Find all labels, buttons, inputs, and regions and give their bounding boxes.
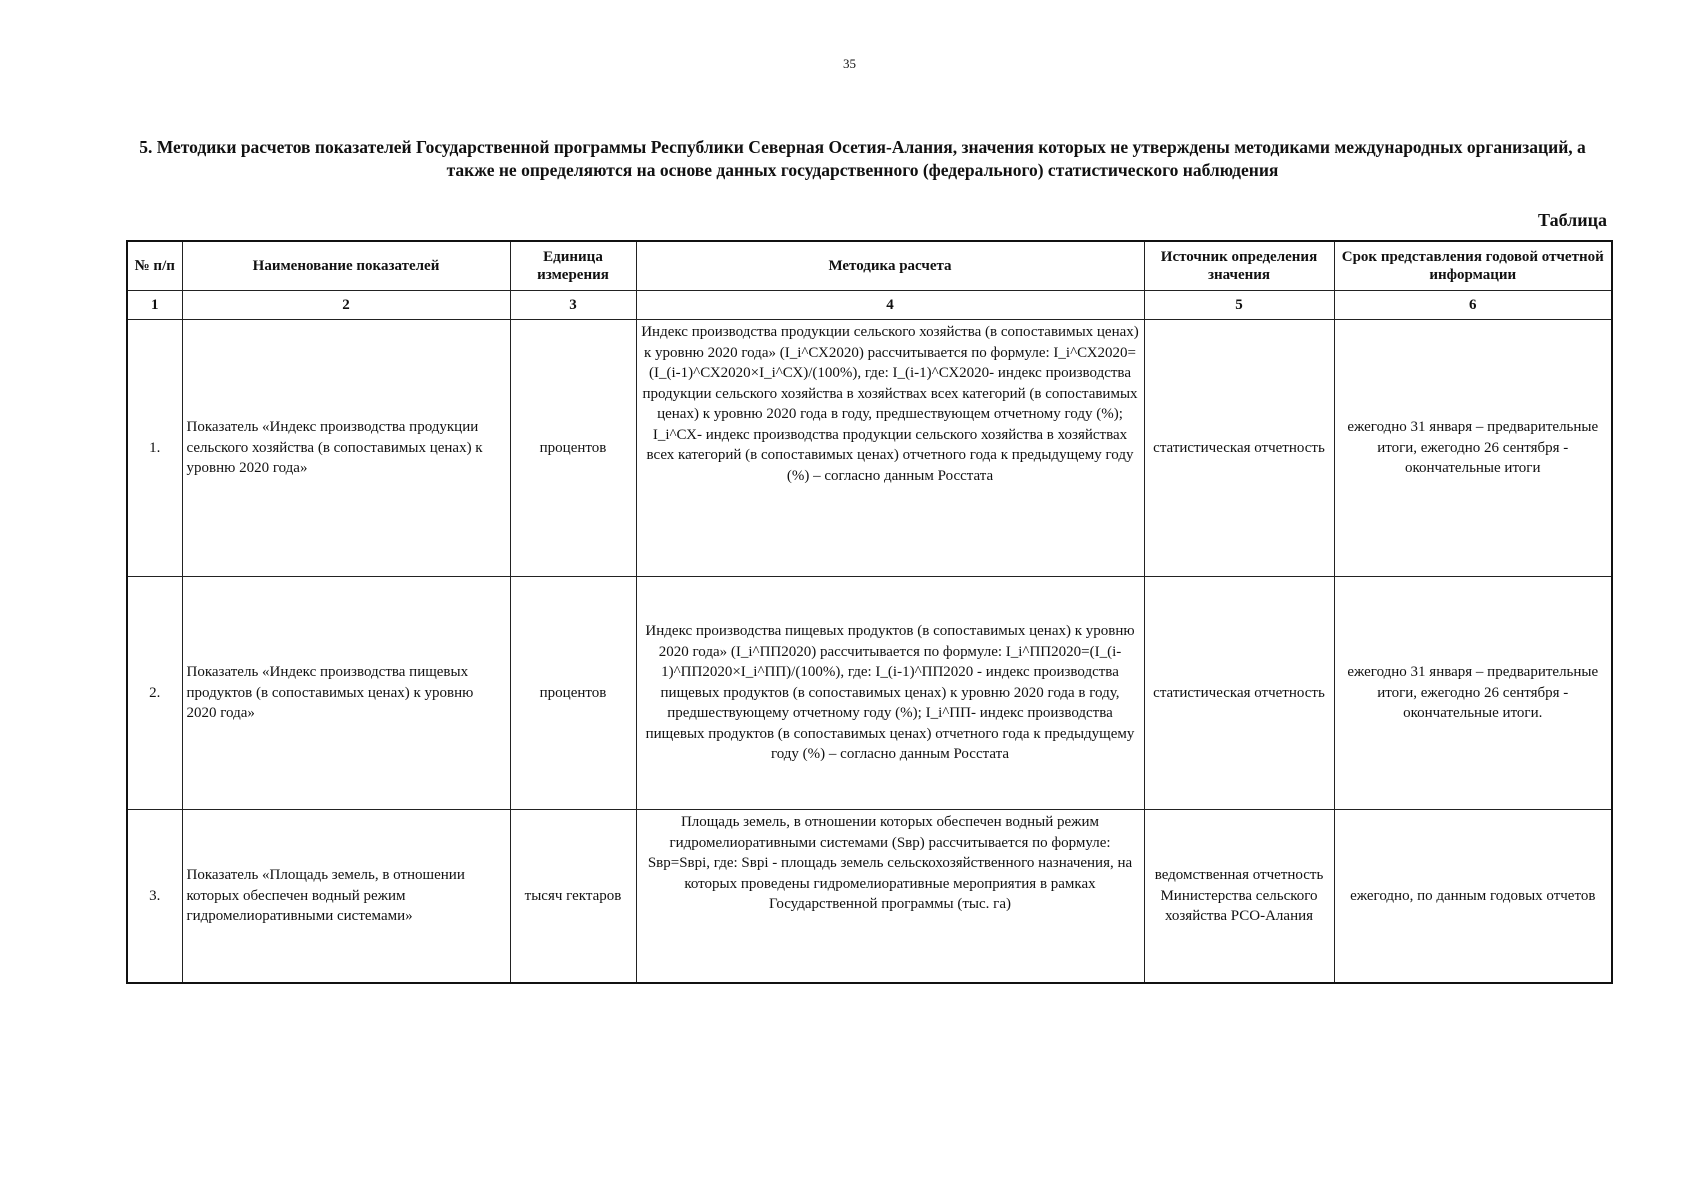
table-header-row (127, 241, 1612, 291)
source-cell: статистическая отчетность (1144, 577, 1334, 810)
column-number: 2 (182, 291, 510, 320)
header-deadline: Срок представления годовой отчетной информации (1334, 241, 1612, 291)
header-method: Методика расчета (636, 241, 1144, 291)
unit-cell: процентов (510, 577, 636, 810)
column-number: 5 (1144, 291, 1334, 320)
method-cell: Индекс производства продукции сельского хозяйства (в сопоставимых ценах) к уровню 2020 года» (I_i^СХ2020) рассчитывается по формуле: I_i^СХ2020=(I_(i-1)^СХ2020×I_i^СХ)/(100%), где: I_(i-1)^СХ2020- индекс производства продукции сельского хозяйства в хозяйствах всех категорий (в сопоставимых ценах) к уровню 2020 года в году, предшествующем отчетному году (%); I_i^СХ- индекс производства продукции сельского хозяйства в хозяйствах всех категорий (в сопоставимых ценах) отчетного года к предыдущему году (%) – согласно данным Росстата (636, 320, 1144, 577)
header-name: Наименование показателей (182, 241, 510, 291)
source-cell: ведомственная отчетность Министерства сельского хозяйства РСО-Алания (1144, 810, 1334, 984)
deadline-cell: ежегодно 31 января – предварительные итоги, ежегодно 26 сентября - окончательные итоги (1334, 320, 1612, 577)
row-number: 2. (127, 577, 182, 810)
indicator-name: Показатель «Индекс производства пищевых продуктов (в сопоставимых ценах) к уровню 2020 года» (182, 577, 510, 810)
deadline-cell: ежегодно, по данным годовых отчетов (1334, 810, 1612, 984)
deadline-cell: ежегодно 31 января – предварительные итоги, ежегодно 26 сентября - окончательные итоги. (1334, 577, 1612, 810)
source-cell: статистическая отчетность (1144, 320, 1334, 577)
header-source: Источник определения значения (1144, 241, 1334, 291)
row-number: 1. (127, 320, 182, 577)
method-cell: Площадь земель, в отношении которых обеспечен водный режим гидромелиоративными системами (Sвр) рассчитывается по формуле: Sвр=Sвpi, где: Sвpi - площадь земель сельскохозяйственного назначения, на которых проведены гидромелиоративные мероприятия в рамках Государственной программы (тыс. га) (636, 810, 1144, 984)
column-number: 3 (510, 291, 636, 320)
indicators-table (126, 240, 1613, 984)
column-number-row (127, 291, 1612, 320)
unit-cell: процентов (510, 320, 636, 577)
table-row (127, 320, 1612, 577)
table-row (127, 810, 1612, 984)
section-heading: 5. Методики расчетов показателей Государственной программы Республики Северная Осетия-Алания, значения которых не утверждены методиками международных организаций, а также не определяются на основе данных государственного (федерального) статистического наблюдения (139, 137, 1586, 180)
table-caption: Таблица (1538, 210, 1607, 230)
unit-cell: тысяч гектаров (510, 810, 636, 984)
column-number: 4 (636, 291, 1144, 320)
indicator-name: Показатель «Площадь земель, в отношении которых обеспечен водный режим гидромелиоративными системами» (182, 810, 510, 984)
header-unit: Единица измерения (510, 241, 636, 291)
indicator-name: Показатель «Индекс производства продукции сельского хозяйства (в сопоставимых ценах) к уровню 2020 года» (182, 320, 510, 577)
header-num: № п/п (127, 241, 182, 291)
method-cell: Индекс производства пищевых продуктов (в сопоставимых ценах) к уровню 2020 года» (I_i^ПП2020) рассчитывается по формуле: I_i^ПП2020=(I_(i-1)^ПП2020×I_i^ПП)/(100%), где: I_(i-1)^ПП2020 - индекс производства пищевых продуктов (в сопоставимых ценах) к уровню 2020 года в году, предшествующему отчетному году (%); I_i^ПП- индекс производства пищевых продуктов (в сопоставимых ценах) отчетного года к предыдущему году (%) – согласно данным Росстата (636, 577, 1144, 810)
table-row (127, 577, 1612, 810)
column-number: 6 (1334, 291, 1612, 320)
row-number: 3. (127, 810, 182, 984)
column-number: 1 (127, 291, 182, 320)
page-number: 35 (843, 56, 856, 71)
